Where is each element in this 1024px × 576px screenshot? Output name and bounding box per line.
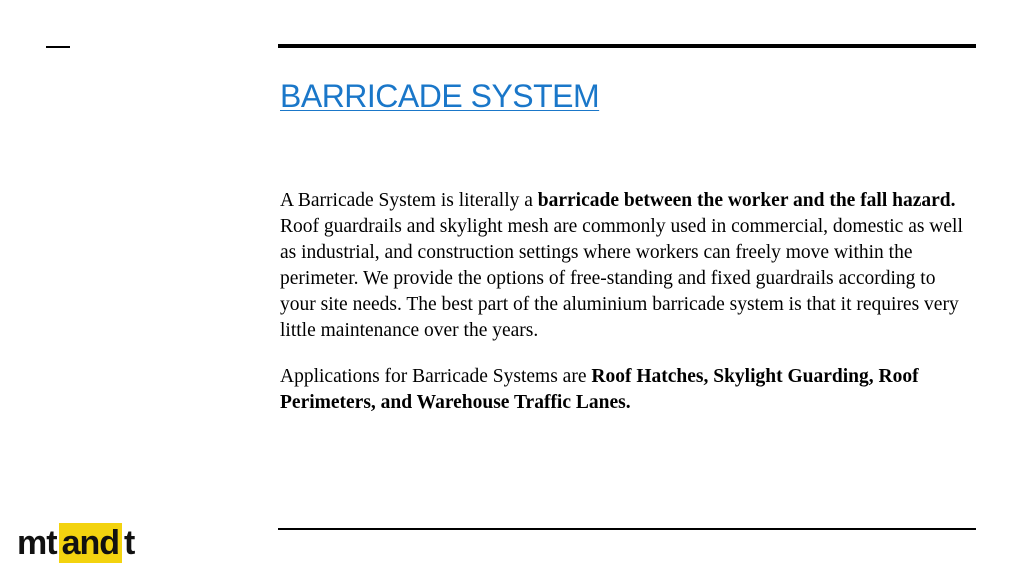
paragraph-description-bold: barricade between the worker and the fall hazard.: [537, 190, 956, 211]
paragraph-description-rest: Roof guardrails and skylight mesh are commonly used in commercial, domestic as well as industrial, and construction settings where workers can freely move within the perimeter. We provide the options of free-standing and fixed guardrails according to your site needs. The best part of the aluminium barricade system is that it requires very little maintenance over the years.: [280, 216, 963, 341]
slide-body: [280, 188, 970, 436]
paragraph-applications-intro: Applications for Barricade Systems are: [280, 366, 592, 387]
paragraph-description: [280, 188, 970, 344]
slide-title[interactable]: BARRICADE SYSTEM: [280, 78, 600, 114]
logo-text-right: t: [124, 523, 135, 562]
paragraph-applications: [280, 364, 970, 416]
top-rule-divider: [278, 44, 976, 48]
logo-text-left: mt: [17, 523, 57, 562]
slide-dash-marker: [46, 46, 70, 48]
logo-text-highlight: and: [59, 523, 122, 563]
bottom-rule-divider: [278, 528, 976, 530]
mtandt-logo: [15, 523, 136, 563]
paragraph-applications-bold: Roof Hatches, Skylight Guarding, Roof Perimeters, and Warehouse Traffic Lanes.: [280, 366, 919, 413]
paragraph-description-intro: A Barricade System is literally a: [280, 190, 538, 211]
